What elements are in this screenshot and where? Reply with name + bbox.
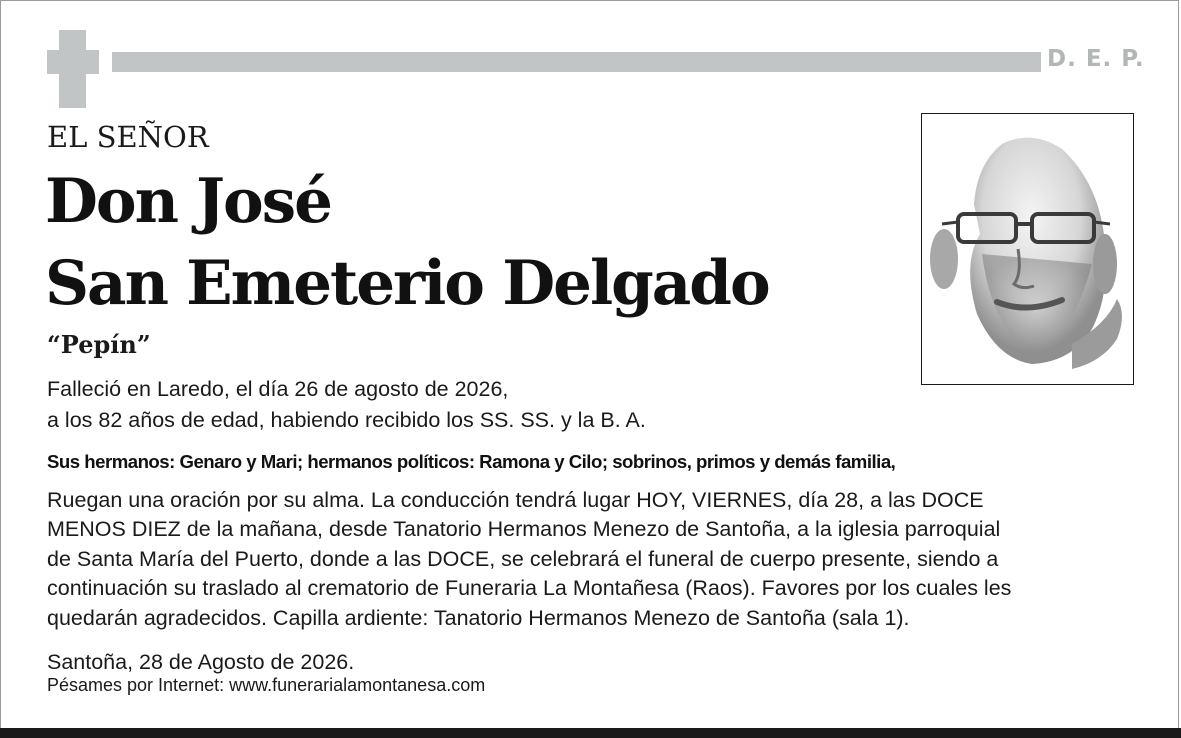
family-list: Sus hermanos: Genaro y Mari; hermanos políticos: Ramona y Cilo; sobrinos, primos y demás familia, xyxy=(47,451,896,472)
deceased-intro: EL SEÑOR xyxy=(47,120,209,154)
deceased-name-line-1: Don José xyxy=(45,166,331,237)
header-rule xyxy=(112,52,1041,72)
body-line: Ruegan una oración por su alma. La conducción tendrá lugar HOY, VIERNES, día 28, a las DOCE xyxy=(47,488,984,512)
bottom-border xyxy=(0,728,1181,738)
death-notice-line-1: Falleció en Laredo, el día 26 de agosto de 2026, xyxy=(47,377,509,401)
body-line: quedarán agradecidos. Capilla ardiente: Tanatorio Hermanos Menezo de Santoña (sala 1). xyxy=(47,606,910,630)
deceased-nickname: “Pepín” xyxy=(47,330,151,359)
death-notice-line-2: a los 82 años de edad, habiendo recibido los SS. SS. y la B. A. xyxy=(47,408,646,432)
dep-label: D. E. P. xyxy=(1047,46,1145,72)
body-line: MENOS DIEZ de la mañana, desde Tanatorio Hermanos Menezo de Santoña, a la iglesia parroquial xyxy=(47,517,1001,541)
condolences-internet: Pésames por Internet: www.funerarialamontanesa.com xyxy=(47,675,486,695)
cross-icon-arm xyxy=(47,50,99,74)
portrait-illustration xyxy=(922,114,1133,384)
deceased-name-line-2: San Emeterio Delgado xyxy=(45,248,769,319)
place-date: Santoña, 28 de Agosto de 2026. xyxy=(47,650,355,674)
body-line: continuación su traslado al crematorio de Funeraria La Montañesa (Raos). Favores por los cuales les xyxy=(47,576,1012,600)
body-line: de Santa María del Puerto, donde a las DOCE, se celebrará el funeral de cuerpo presente, siendo a xyxy=(47,547,999,571)
deceased-photo xyxy=(921,113,1134,385)
